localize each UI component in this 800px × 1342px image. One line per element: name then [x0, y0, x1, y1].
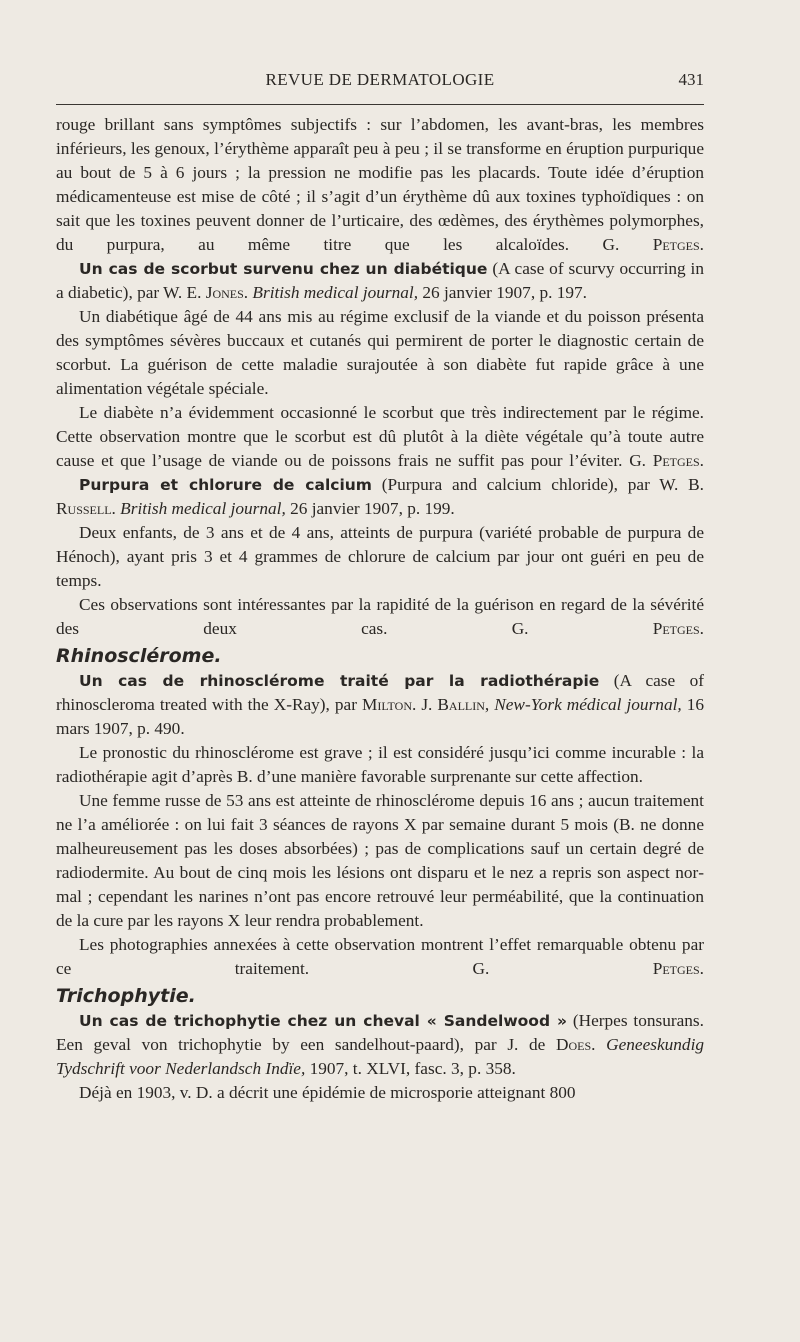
article-title: Purpura et chlorure de calcium [79, 476, 372, 494]
reference-text: (A case of scurvy occurring in a diabetic), par W. E. [56, 259, 704, 302]
article-heading [56, 669, 704, 741]
article-heading [56, 473, 704, 521]
paragraph-text: rouge brillant sans symptômes subjectifs : sur l’abdomen, les avant-bras, les membres inférieurs, les genoux, l’érythème apparaît peu à peu ; il se transforme en éruption purpurique au bout de 5 à 6 jours ; la pression ne modifie pas les placards. Toute idée d’éruption médicamenteuse est mise de côté ; il s’agit d’un érythème dû aux toxines typhoïdiques : on sait que les toxines peuvent donner de l’urticaire, des œdèmes, des érythèmes polymorphes, du purpura, au même titre que les alcaloïdes. [56, 115, 704, 254]
journal-title: REVUE DE DERMATOLOGIE [265, 70, 495, 89]
running-header [56, 66, 704, 96]
article-heading [56, 257, 704, 305]
journal-name: British medical journal, [252, 283, 419, 302]
paragraph [56, 401, 704, 473]
reference-text: (Purpura and calcium chloride), par W. B. [371, 475, 704, 494]
paragraph [56, 593, 704, 641]
paragraph-text: Les photographies annexées à cette observation montrent l’effet remarquable obtenu par ce traitement. [56, 935, 704, 978]
section-heading: Rhinosclérome. [56, 645, 222, 667]
journal-name: New-York médical journal, [494, 695, 682, 714]
paragraph [56, 113, 704, 257]
paragraph [56, 933, 704, 981]
article-title: Un cas de scorbut survenu chez un diabétique [79, 260, 488, 278]
author-name: Russell [56, 499, 112, 518]
paragraph-text: Le diabète n’a évidemment occasionné le scorbut que très indirectement par le régime. Cette observation montre que le scorbut est dû plutôt à la diète végétale qu’à toute autre cause et que l’usage de viande ou de poissons frais ne suffit pas pour l’éviter. [56, 403, 704, 470]
journal-name: British medical journal, [120, 499, 286, 518]
author-name: Jones [205, 283, 244, 302]
paragraph-text: Ces observations sont intéressantes par la rapidité de la guérison en regard de la sévérité des deux cas. [56, 595, 704, 638]
section-heading: Trichophytie. [56, 985, 196, 1007]
journal-name: Geneeskundig Tydschrift voor Nederlandsch Indïe, [56, 1035, 705, 1078]
reference-text: 1907, t. XLVI, fasc. 3, p. 358. [305, 1059, 516, 1078]
reference-text: . [591, 1035, 607, 1054]
signature: G. Petges. [602, 235, 704, 254]
article-title: Un cas de trichophytie chez un cheval « Sandelwood » [79, 1012, 567, 1030]
reference-text: (A case of rhinoscleroma treated with the X-Ray), par [56, 671, 705, 714]
reference-text: 26 janvier 1907, p. 197. [418, 283, 587, 302]
reference-text: 26 janvier 1907, p. 199. [285, 499, 455, 518]
reference-text: 16 mars 1907, p. 490. [56, 695, 704, 738]
signature: G. Petges. [472, 959, 704, 978]
reference-text: , [484, 695, 495, 714]
page-number: 431 [678, 70, 704, 89]
paragraph: Un diabétique âgé de 44 ans mis au régime exclusif de la viande et du poisson présenta des symptômes sévères buccaux et cutanés qui permirent de porter le diagnostic certain de scorbut. La guérison de cette maladie surajoutée à son diabète fut rapide grâce à une alimentation végétale spéciale. [56, 307, 704, 398]
header-rule [56, 104, 704, 105]
signature: G. Petges. [511, 619, 704, 638]
paragraph: Le pronostic du rhinosclérome est grave ; il est considéré jusqu’ici comme incurable : la radiothérapie agit d’après B. d’une manière favorable surprenante sur cette affection. [56, 743, 704, 786]
signature: G. Petges. [629, 451, 704, 470]
paragraph: Deux enfants, de 3 ans et de 4 ans, atteints de purpura (variété probable de purpura de Hénoch), ayant pris 3 et 4 grammes de chlorure de calcium par jour ont guéri en peu de temps. [56, 523, 704, 590]
article-title: Un cas de rhinosclérome traité par la radiothérapie [79, 672, 600, 690]
author-name: Milton. J. Ballin [361, 695, 485, 714]
paragraph: Une femme russe de 53 ans est atteinte de rhinosclérome depuis 16 ans ; aucun traitement ne l’a améliorée : on lui fait 3 séances de rayons X par semaine durant 5 mois (B. ne donne malheureusement pas les doses absorbées) ; pas de complications sauf un certain degré de radiodermite. Au bout de cinq mois les lésions ont disparu et le nez a repris son aspect normal ; cependant les narines n’ont pas encore retrouvé leur perméabilité, que la continuation de la cure par les rayons X leur rendra probablement. [56, 791, 704, 930]
author-name: Does [555, 1035, 592, 1054]
paragraph: Déjà en 1903, v. D. a décrit une épidémie de microsporie atteignant 800 [79, 1083, 576, 1102]
reference-text: . [111, 499, 121, 518]
reference-text: . [243, 283, 253, 302]
article-heading [56, 1009, 704, 1081]
reference-text: (Herpes tonsurans. Een geval von trichophytie by een sandelhout-paard), par J. de [56, 1011, 704, 1054]
page-body [56, 113, 704, 1105]
